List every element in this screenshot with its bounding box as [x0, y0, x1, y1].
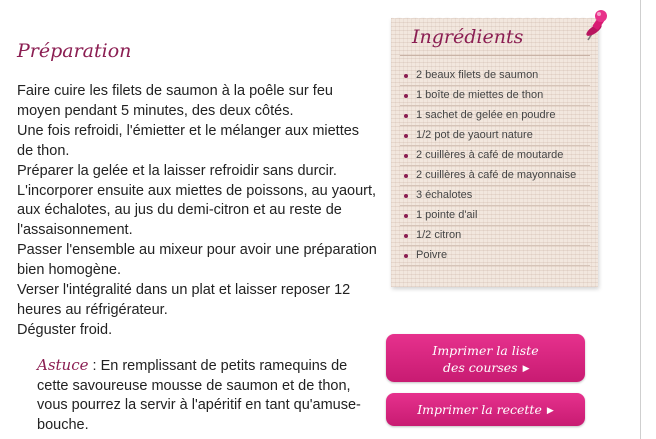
ingredient-item: 2 cuillères à café de moutarde — [400, 146, 590, 166]
ingredient-item: 1 boîte de miettes de thon — [400, 86, 590, 106]
ingredients-list — [400, 66, 590, 266]
ingredients-title: Ingrédients — [412, 26, 524, 48]
pushpin-icon — [579, 7, 611, 47]
tip-box — [37, 356, 382, 435]
print-shopping-list-label-line1: Imprimer la liste — [432, 343, 539, 358]
ingredient-item: 1 sachet de gelée en poudre — [400, 106, 590, 126]
ingredients-divider — [400, 55, 590, 56]
print-shopping-list-button[interactable] — [386, 334, 585, 382]
ingredients-card — [391, 18, 598, 287]
print-shopping-list-label-line2: des courses ▶ — [443, 360, 530, 375]
print-recipe-label: Imprimer la recette — [417, 402, 542, 417]
ingredient-item: 3 échalotes — [400, 186, 590, 206]
triangle-right-icon: ▶ — [522, 364, 530, 374]
ingredient-item: 2 beaux filets de saumon — [400, 66, 590, 86]
preparation-steps — [17, 82, 377, 341]
step-5: Verser l'intégralité dans un plat et laisser reposer 12 heures au réfrigérateur. — [17, 282, 351, 318]
ingredient-item: Poivre — [400, 246, 590, 266]
step-3: Préparer la gelée et la laisser refroidir sans durcir. L'incorporer ensuite aux miettes de poissons, au yaourt, aux échalotes, au jus du demi-citron et au reste de l'assaisonnement. — [17, 162, 377, 239]
triangle-right-icon: ▶ — [546, 406, 554, 416]
tip-text: : En remplissant de petits ramequins de cette savoureuse mousse de saumon et de thon, vous pourrez la servir à l'apéritif en tant qu'amuse-bouche. — [37, 358, 361, 433]
print-recipe-button[interactable] — [386, 393, 585, 426]
ingredient-item: 2 cuillères à café de mayonnaise — [400, 166, 590, 186]
step-2: Une fois refroidi, l'émietter et le mélanger aux miettes de thon. — [17, 122, 360, 159]
ingredient-item: 1/2 pot de yaourt nature — [400, 126, 590, 146]
preparation-title: Préparation — [17, 40, 132, 62]
ingredient-item: 1 pointe d'ail — [400, 206, 590, 226]
tip-label: Astuce — [37, 356, 89, 374]
step-4: Passer l'ensemble au mixeur pour avoir une préparation bien homogène. — [17, 242, 377, 279]
ingredient-item: 1/2 citron — [400, 226, 590, 246]
page-right-border — [640, 0, 641, 439]
step-6: Déguster froid. — [17, 321, 113, 338]
step-1: Faire cuire les filets de saumon à la poêle sur feu moyen pendant 5 minutes, des deux côtés. — [17, 83, 333, 119]
